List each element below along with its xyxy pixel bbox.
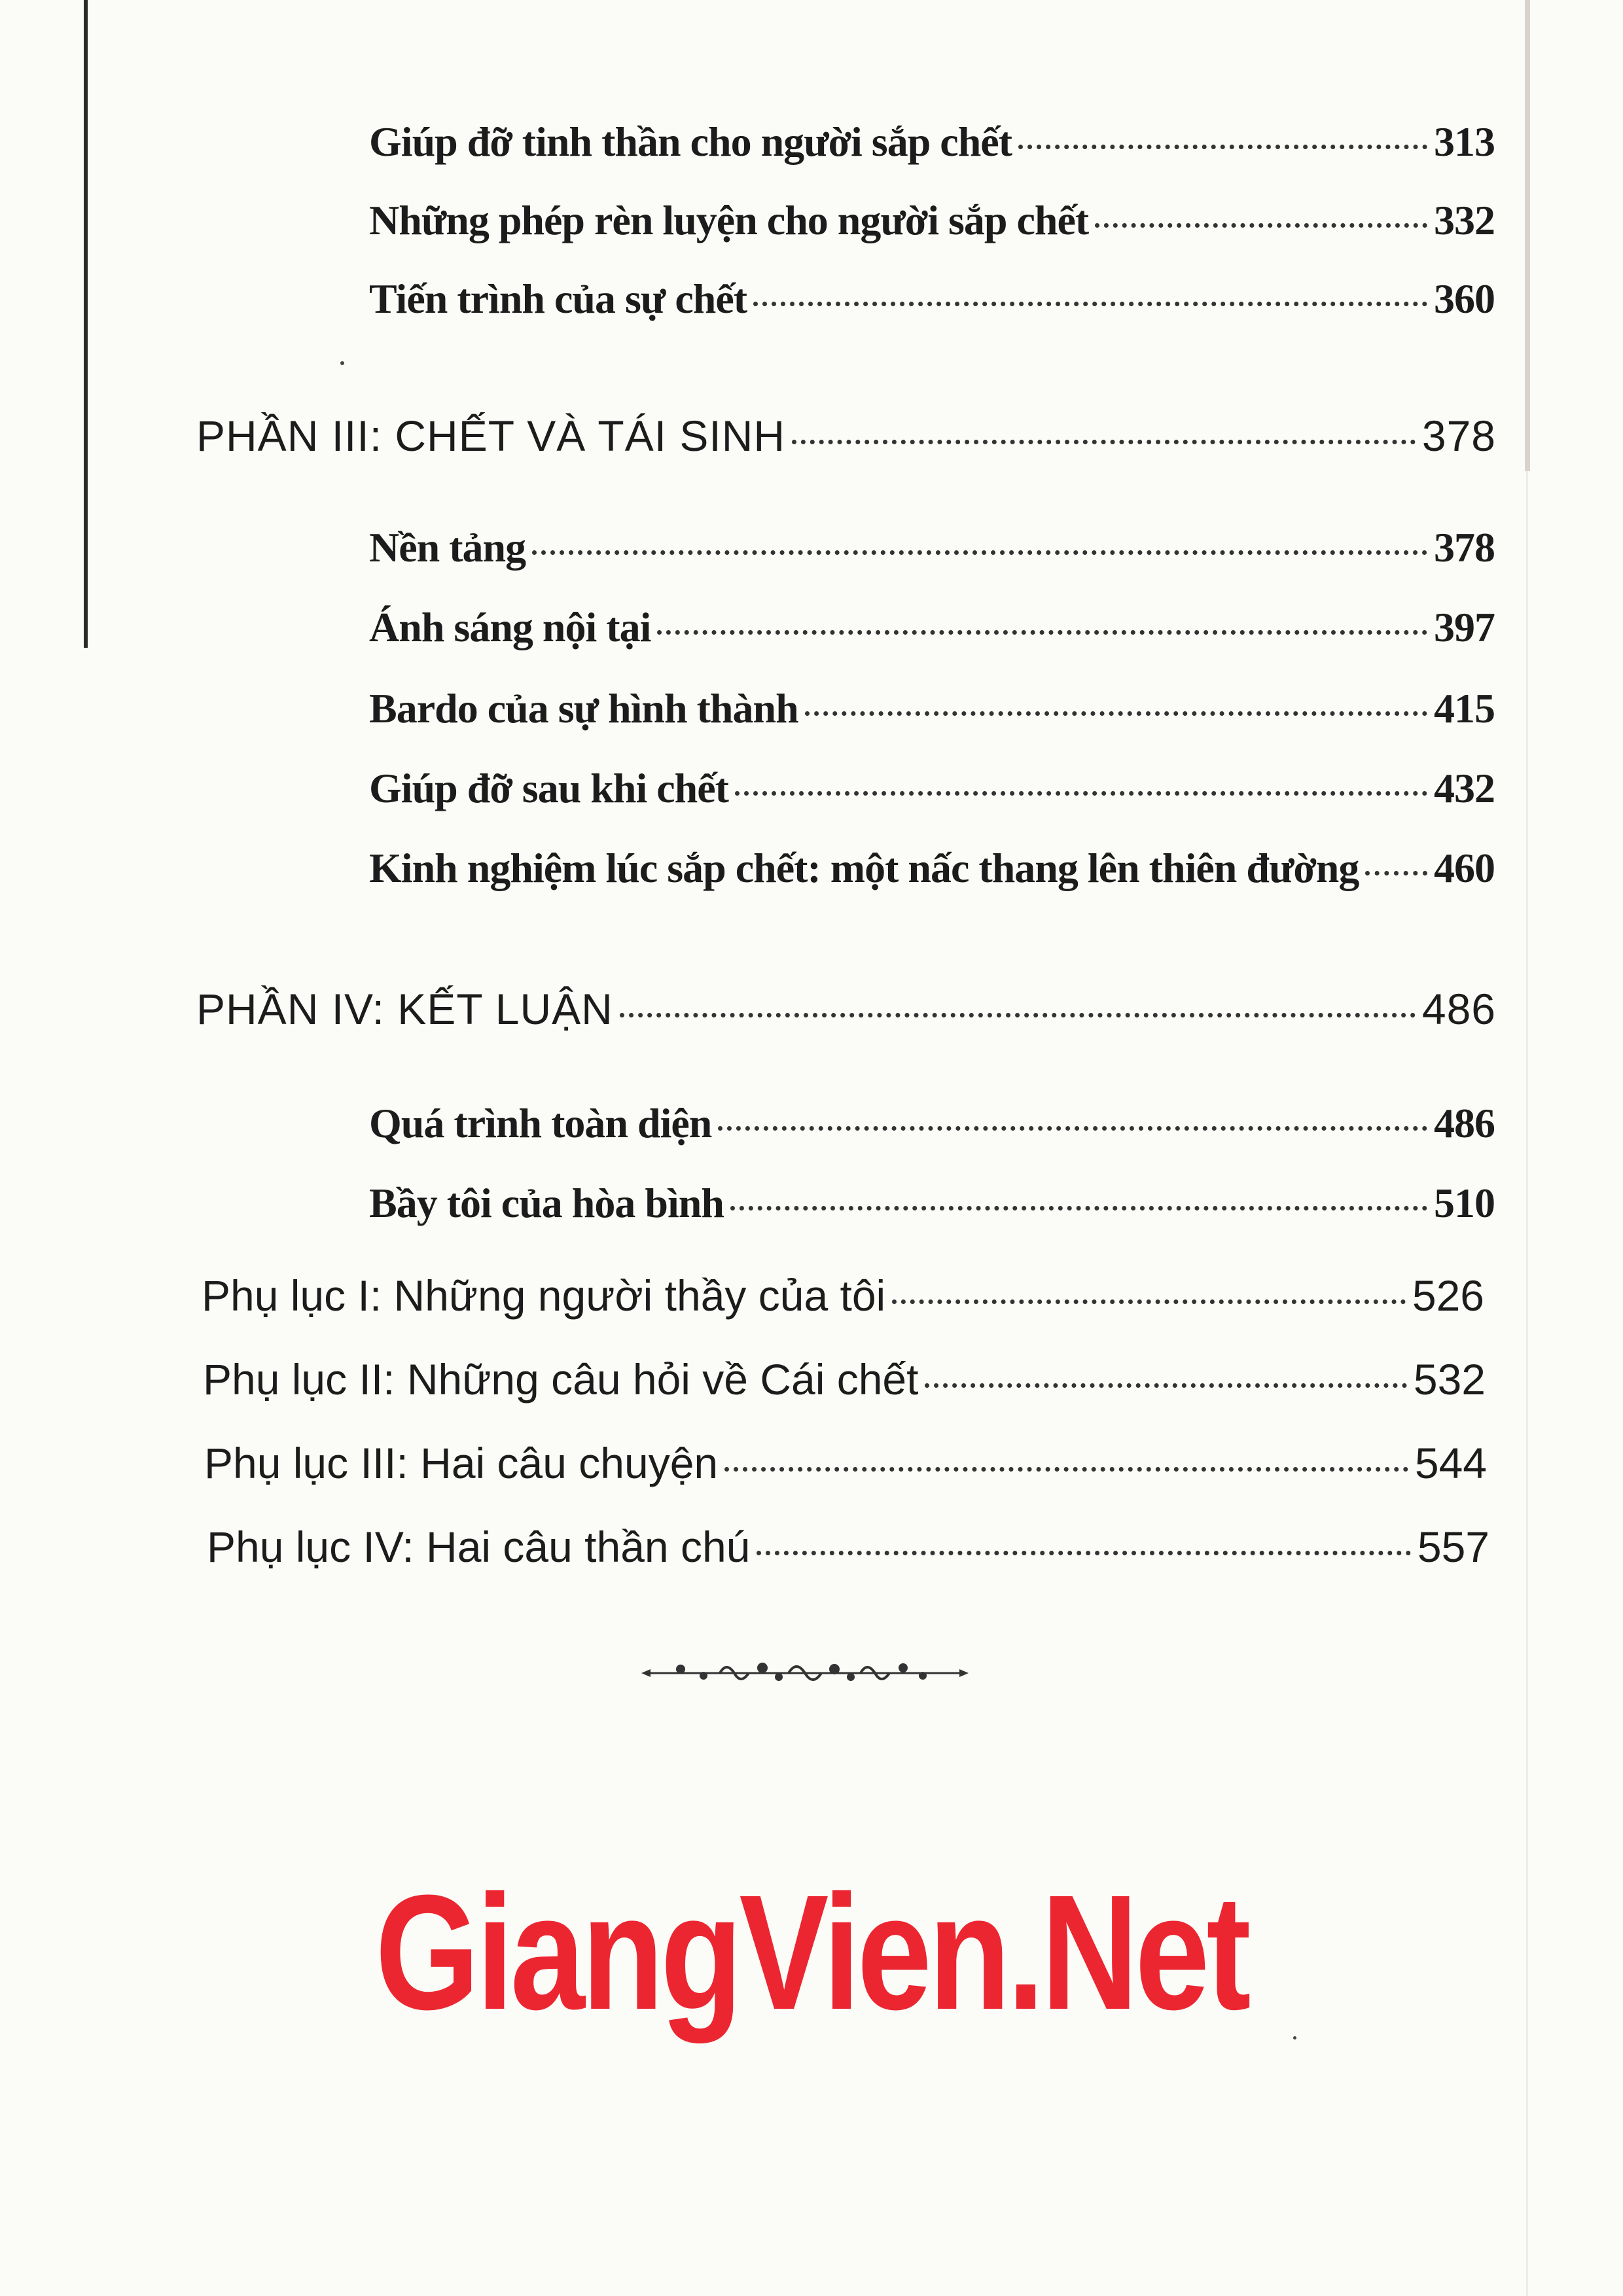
dot-leader xyxy=(620,1013,1416,1017)
toc-entry-title: Bầy tôi của hòa bình xyxy=(369,1180,724,1226)
dot-leader xyxy=(718,1126,1427,1131)
appendix-title: Phụ lục I: Những người thầy của tôi xyxy=(202,1271,886,1320)
dot-leader xyxy=(792,440,1416,444)
toc-appendix-entry[interactable] xyxy=(207,1522,1489,1572)
toc-page-number: 378 xyxy=(1434,524,1495,571)
toc-page-number: 397 xyxy=(1434,604,1495,650)
dot-leader xyxy=(925,1383,1406,1388)
toc-page-number: 360 xyxy=(1434,275,1495,322)
toc-appendix-entry[interactable] xyxy=(204,1438,1487,1488)
appendix-title: Phụ lục II: Những câu hỏi về Cái chết xyxy=(203,1355,919,1404)
toc-page-number: 415 xyxy=(1434,685,1495,732)
decorative-ornament-icon xyxy=(641,1659,969,1685)
toc-entry-title: Tiến trình của sự chết xyxy=(369,275,747,322)
toc-page-number: 557 xyxy=(1417,1523,1489,1571)
dot-leader xyxy=(892,1299,1406,1304)
toc-entry-title: Những phép rèn luyện cho người sắp chết xyxy=(369,197,1089,243)
toc-entry[interactable] xyxy=(369,118,1495,166)
toc-entry[interactable] xyxy=(369,275,1495,323)
toc-page-number: 332 xyxy=(1434,197,1495,243)
toc-page-number: 460 xyxy=(1434,845,1495,891)
toc-page-number: 432 xyxy=(1434,765,1495,811)
appendix-title: Phụ lục III: Hai câu chuyện xyxy=(204,1439,719,1487)
dot-leader xyxy=(730,1206,1427,1210)
dot-leader xyxy=(757,1551,1410,1555)
dot-leader xyxy=(1095,223,1427,228)
scan-speck xyxy=(340,361,344,365)
page-edge-shadow xyxy=(1525,0,1530,471)
toc-entry-title: Giúp đỡ tinh thần cho người sắp chết xyxy=(369,118,1012,165)
dot-leader xyxy=(805,711,1427,716)
toc-entry[interactable] xyxy=(369,764,1495,813)
toc-page-number: 510 xyxy=(1434,1180,1495,1226)
toc-entry-title: Ánh sáng nội tại xyxy=(369,604,651,650)
toc-page-number: 378 xyxy=(1421,412,1496,460)
section-title: PHẦN III: CHẾT VÀ TÁI SINH xyxy=(196,412,786,460)
dot-leader xyxy=(657,630,1427,635)
toc-entry-title: Bardo của sự hình thành xyxy=(369,685,798,732)
dot-leader xyxy=(532,550,1427,555)
watermark-text: GiangVien.Net xyxy=(375,1861,1248,2043)
toc-entry-title: Nền tảng xyxy=(369,524,526,571)
toc-page-number: 544 xyxy=(1414,1439,1487,1487)
toc-page-number: 486 xyxy=(1434,1100,1495,1146)
dot-leader xyxy=(1018,145,1427,149)
section-title: PHẦN IV: KẾT LUẬN xyxy=(196,985,613,1033)
dot-leader xyxy=(1365,871,1427,875)
toc-entry-title: Giúp đỡ sau khi chết xyxy=(369,765,728,811)
toc-entry[interactable] xyxy=(369,196,1495,245)
toc-page-number: 486 xyxy=(1421,985,1496,1033)
toc-appendix-entry[interactable] xyxy=(202,1271,1484,1320)
toc-entry[interactable] xyxy=(369,1179,1495,1227)
toc-entry[interactable] xyxy=(369,1099,1495,1148)
toc-entry[interactable] xyxy=(369,523,1495,572)
toc-page-number: 313 xyxy=(1434,118,1495,165)
page-edge-line xyxy=(1526,471,1528,2296)
appendix-title: Phụ lục IV: Hai câu thần chú xyxy=(207,1523,751,1571)
toc-entry-title: Kinh nghiệm lúc sắp chết: một nấc thang lên thiên đường xyxy=(369,845,1359,891)
dot-leader xyxy=(753,302,1427,306)
page-edge-rule xyxy=(84,0,88,648)
dot-leader xyxy=(735,791,1427,796)
toc-entry[interactable] xyxy=(369,603,1495,652)
toc-page-number: 532 xyxy=(1413,1355,1486,1404)
toc-entry[interactable] xyxy=(369,684,1495,733)
toc-entry-title: Quá trình toàn diện xyxy=(369,1100,712,1146)
toc-section-heading[interactable] xyxy=(196,411,1496,461)
toc-entry[interactable] xyxy=(369,844,1495,892)
toc-section-heading[interactable] xyxy=(196,984,1496,1034)
dot-leader xyxy=(724,1467,1408,1472)
toc-page-number: 526 xyxy=(1412,1271,1484,1320)
toc-appendix-entry[interactable] xyxy=(203,1354,1486,1404)
